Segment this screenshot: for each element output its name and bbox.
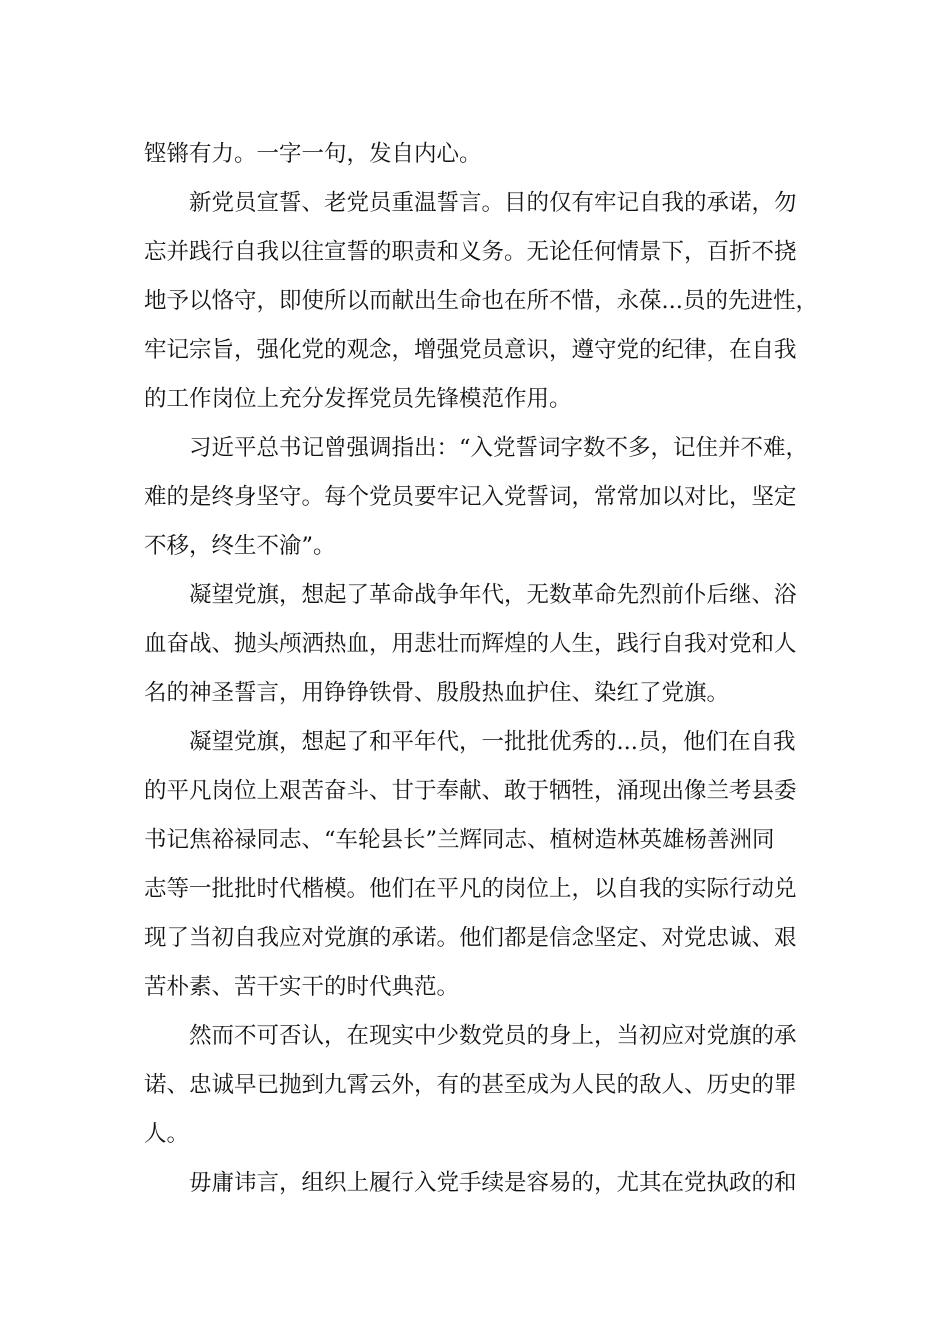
- text-line: 苦朴素、苦干实干的时代典范。: [144, 974, 460, 1000]
- text-line: 志等一批批时代楷模。他们在平凡的岗位上，以自我的实际行动兑: [144, 876, 797, 902]
- text-line: 毋庸讳言，组织上履行入党手续是容易的，尤其在党执政的和: [189, 1170, 797, 1196]
- text-line: 难的是终身坚守。每个党员要牢记入党誓词，常常加以对比，坚定: [144, 484, 797, 510]
- text-line: 现了当初自我应对党旗的承诺。他们都是信念坚定、对党忠诚、艰: [144, 925, 797, 951]
- text-line: 凝望党旗，想起了和平年代，一批批优秀的...员，他们在自我: [189, 729, 796, 755]
- paragraph: [144, 1159, 824, 1208]
- paragraph: [144, 1012, 824, 1159]
- text-line: 新党员宣誓、老党员重温誓言。目的仅有牢记自我的承诺，勿: [189, 190, 797, 216]
- text-line: 名的神圣誓言，用铮铮铁骨、殷殷热血护住、染红了党旗。: [144, 680, 730, 706]
- text-line: 地予以恪守，即使所以而献出生命也在所不惜，永葆...员的先进性，: [144, 288, 818, 314]
- paragraph: [144, 130, 824, 179]
- text-line: 牢记宗旨，强化党的观念，增强党员意识，遵守党的纪律，在自我: [144, 337, 797, 363]
- text-line: 铿锵有力。一字一句，发自内心。: [144, 141, 482, 167]
- text-line: 忘并践行自我以往宣誓的职责和义务。无论任何情景下，百折不挠: [144, 239, 797, 265]
- text-line: 人。: [144, 1121, 190, 1147]
- document-body: [144, 130, 824, 1208]
- paragraph: [144, 571, 824, 718]
- text-line: 习近平总书记曾强调指出：“入党誓词字数不多，记住并不难，: [189, 435, 809, 461]
- paragraph: [144, 718, 824, 1012]
- text-line: 诺、忠诚早已抛到九霄云外，有的甚至成为人民的敌人、历史的罪: [144, 1072, 797, 1098]
- paragraph: [144, 424, 824, 571]
- text-line: 然而不可否认，在现实中少数党员的身上，当初应对党旗的承: [189, 1023, 797, 1049]
- text-line: 书记焦裕禄同志、“车轮县长”兰辉同志、植树造林英雄杨善洲同: [144, 827, 775, 853]
- text-line: 不移，终生不渝”。: [144, 533, 336, 559]
- text-line: 凝望党旗，想起了革命战争年代，无数革命先烈前仆后继、浴: [189, 582, 797, 608]
- text-line: 的平凡岗位上艰苦奋斗、甘于奉献、敢于牺牲，涌现出像兰考县委: [144, 778, 797, 804]
- text-line: 血奋战、抛头颅洒热血，用悲壮而辉煌的人生，践行自我对党和人: [144, 631, 797, 657]
- text-line: 的工作岗位上充分发挥党员先锋模范作用。: [144, 386, 572, 412]
- paragraph: [144, 179, 824, 424]
